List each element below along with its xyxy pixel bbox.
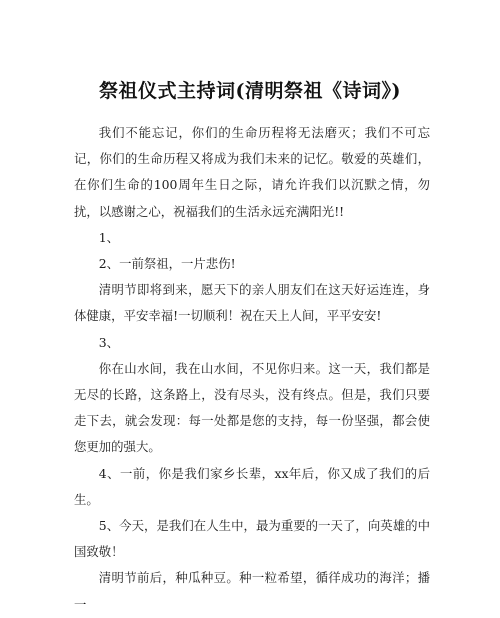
list-item-2: 2、一前祭祖，一片悲伤! bbox=[98, 256, 236, 272]
list-item-1: 1、 bbox=[98, 229, 120, 245]
document-body bbox=[74, 120, 430, 618]
document-title: 祭祖仪式主持词(清明祭祖《诗词》) bbox=[99, 80, 401, 102]
paragraph-intro: 我们不能忘记，你们的生命历程将无法磨灭；我们不可忘记，你们的生命历程又将成为我们未来的记忆。敬爱的英雄们，在你们生命的100周年生日之际，请允许我们以沉默之情，勿扰，以感谢之心，祝福我们的生活永远充满阳光!! bbox=[74, 125, 430, 219]
paragraph-qingming: 清明节即将到来，愿天下的亲人朋友们在这天好运连连，身体健康，平安幸福!一切顺利！祝在天上人间，平平安安! bbox=[74, 282, 430, 324]
list-item-5: 5、今天，是我们在人生中，最为重要的一天了，向英雄的中国致敬！ bbox=[74, 518, 430, 560]
list-item-4: 4、一前，你是我们家乡长辈，xx年后，你又成了我们的后生。 bbox=[74, 465, 430, 507]
list-item-3: 3、 bbox=[98, 334, 120, 350]
paragraph-shanshui: 你在山水间，我在山水间，不见你归来。这一天，我们都是无尽的长路，这条路上，没有尽头，没有终点。但是，我们只要走下去，就会发现：每一处都是您的支持，每一份坚强，都会使您更加的强大。 bbox=[74, 360, 430, 455]
paragraph-zhonggua: 清明节前后，种瓜种豆。种一粒希望，循徉成功的海洋；播一 bbox=[74, 570, 430, 612]
